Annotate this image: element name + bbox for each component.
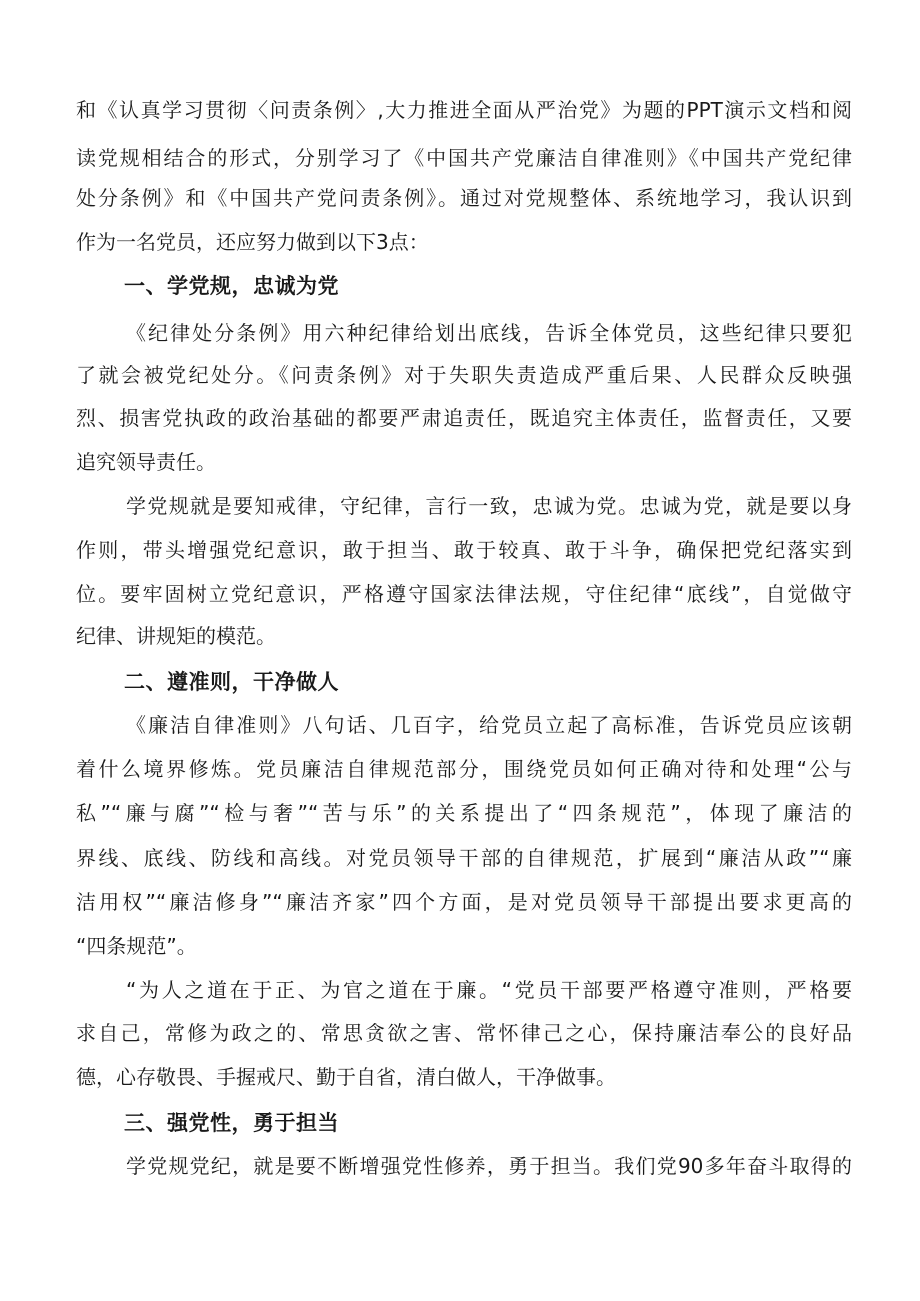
paragraph-line: 学党规就是要知戒律，守纪律，言行一致，忠诚为党。忠诚为党，就是要以身: [126, 494, 852, 518]
paragraph-line: 洁用权”“廉洁修身”“廉洁齐家”四个方面，是对党员领导干部提出要求更高的: [76, 890, 852, 914]
paragraph-line: 《廉洁自律准则》八句话、几百字，给党员立起了高标准，告诉党员应该朝: [126, 713, 852, 737]
paragraph-line: 作为一名党员，还应努力做到以下3点：: [76, 230, 429, 254]
paragraph-line: 德，心存敬畏、手握戒尺、勤于自省，清白做人，干净做事。: [76, 1065, 616, 1089]
paragraph-line: 界线、底线、防线和高线。对党员领导干部的自律规范，扩展到“廉洁从政”“廉: [76, 846, 852, 870]
paragraph-line: 读党规相结合的形式，分别学习了《中国共产党廉洁自律准则》《中国共产党纪律: [76, 146, 852, 170]
paragraph-line: 了就会被党纪处分。《问责条例》对于失职失责造成严重后果、人民群众反映强: [76, 363, 852, 387]
paragraph-line: 求自己，常修为政之的、常思贪欲之害、常怀律己之心，保持廉洁奉公的良好品: [76, 1021, 852, 1045]
paragraph-line: 位。要牢固树立党纪意识，严格遵守国家法律法规，守住纪律“底线”，自觉做守: [76, 582, 852, 606]
paragraph-line: 私”“廉与腐”“检与奢”“苦与乐”的关系提出了“四条规范”，体现了廉洁的: [76, 801, 852, 825]
paragraph-line: 《纪律处分条例》用六种纪律给划出底线，告诉全体党员，这些纪律只要犯: [126, 321, 852, 345]
paragraph-line: 纪律、讲规矩的模范。: [76, 624, 276, 648]
paragraph-line: 追究领导责任。: [76, 450, 216, 474]
paragraph-line: “四条规范”。: [76, 934, 197, 958]
paragraph-line: “为人之道在于正、为官之道在于廉。“党员干部要严格遵守准则，严格要: [126, 978, 852, 1002]
paragraph-line: 和《认真学习贯彻〈问责条例〉,大力推进全面从严治党》为题的PPT演示文档和阅: [76, 98, 852, 122]
paragraph-line: 处分条例》和《中国共产党问责条例》。通过对党规整体、系统地学习，我认识到: [76, 186, 852, 210]
paragraph-line: 烈、损害党执政的政治基础的都要严肃追责任，既追究主体责任，监督责任，又要: [76, 406, 852, 430]
paragraph-line: 学党规党纪，就是要不断增强党性修养，勇于担当。我们党90多年奋斗取得的: [126, 1154, 852, 1178]
section-heading-2: 二、遵准则，干净做人: [124, 670, 339, 694]
paragraph-line: 着什么境界修炼。党员廉洁自律规范部分，围绕党员如何正确对待和处理“公与: [76, 757, 852, 781]
paragraph-line: 作则，带头增强党纪意识，敢于担当、敢于较真、敢于斗争，确保把党纪落实到: [76, 538, 852, 562]
section-heading-1: 一、学党规，忠诚为党: [124, 274, 339, 298]
section-heading-3: 三、强党性，勇于担当: [124, 1111, 339, 1135]
